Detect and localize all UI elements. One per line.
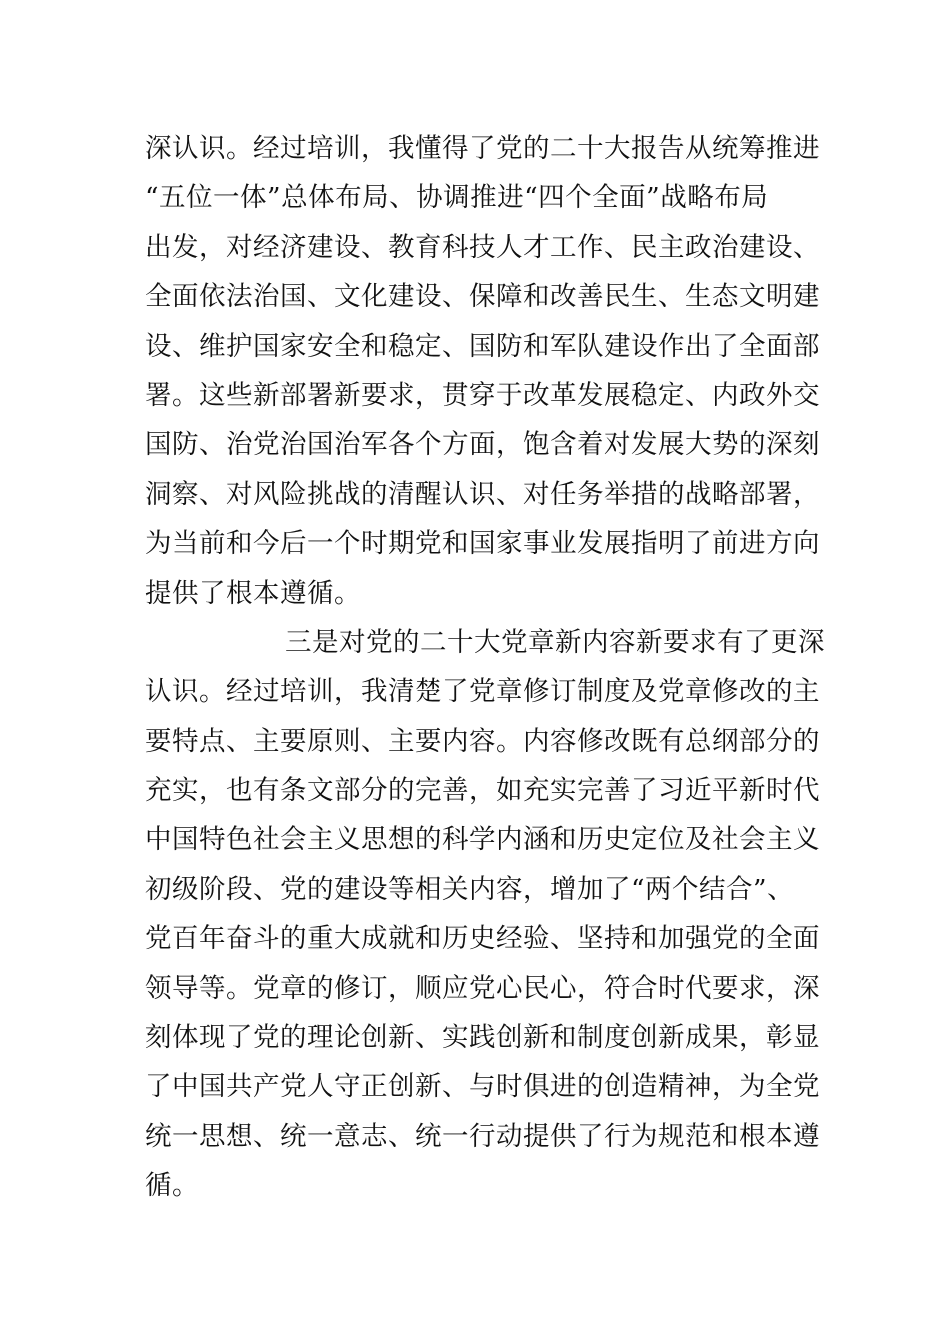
text-line: 刻体现了党的理论创新、实践创新和制度创新成果，彰显 bbox=[145, 1022, 820, 1054]
text-line: 循。 bbox=[145, 1170, 199, 1202]
text-line: 署。这些新部署新要求，贯穿于改革发展稳定、内政外交 bbox=[145, 379, 820, 411]
text-line: 统一思想、统一意志、统一行动提供了行为规范和根本遵 bbox=[145, 1120, 820, 1152]
text-line: 了中国共产党人守正创新、与时俱进的创造精神，为全党 bbox=[145, 1071, 820, 1103]
text-line: 认识。经过培训，我清楚了党章修订制度及党章修改的主 bbox=[145, 676, 820, 708]
text-line: 洞察、对风险挑战的清醒认识、对任务举措的战略部署， bbox=[145, 478, 820, 510]
paragraph-start-line: 三是对党的二十大党章新内容新要求有了更深 bbox=[285, 626, 825, 658]
text-line: “五位一体”总体布局、协调推进“四个全面”战略布局 bbox=[145, 182, 769, 214]
text-line: 党百年奋斗的重大成就和历史经验、坚持和加强党的全面 bbox=[145, 923, 820, 955]
text-line: 提供了根本遵循。 bbox=[145, 577, 361, 609]
text-line: 全面依法治国、文化建设、保障和改善民生、生态文明建 bbox=[145, 281, 820, 313]
text-line: 设、维护国家安全和稳定、国防和军队建设作出了全面部 bbox=[145, 330, 820, 362]
text-line: 深认识。经过培训，我懂得了党的二十大报告从统筹推进 bbox=[145, 133, 820, 164]
body-text bbox=[145, 124, 825, 1211]
text-line: 领导等。党章的修订，顺应党心民心，符合时代要求，深 bbox=[145, 972, 820, 1004]
text-line: 出发，对经济建设、教育科技人才工作、民主政治建设、 bbox=[145, 231, 820, 263]
text-line: 要特点、主要原则、主要内容。内容修改既有总纲部分的 bbox=[145, 725, 820, 757]
text-line: 国防、治党治国治军各个方面，饱含着对发展大势的深刻 bbox=[145, 429, 820, 461]
text-line: 为当前和今后一个时期党和国家事业发展指明了前进方向 bbox=[145, 528, 820, 560]
text-line: 中国特色社会主义思想的科学内涵和历史定位及社会主义 bbox=[145, 824, 820, 856]
text-line: 充实，也有条文部分的完善，如充实完善了习近平新时代 bbox=[145, 775, 820, 807]
text-line: 初级阶段、党的建设等相关内容，增加了“两个结合”、 bbox=[145, 873, 795, 905]
